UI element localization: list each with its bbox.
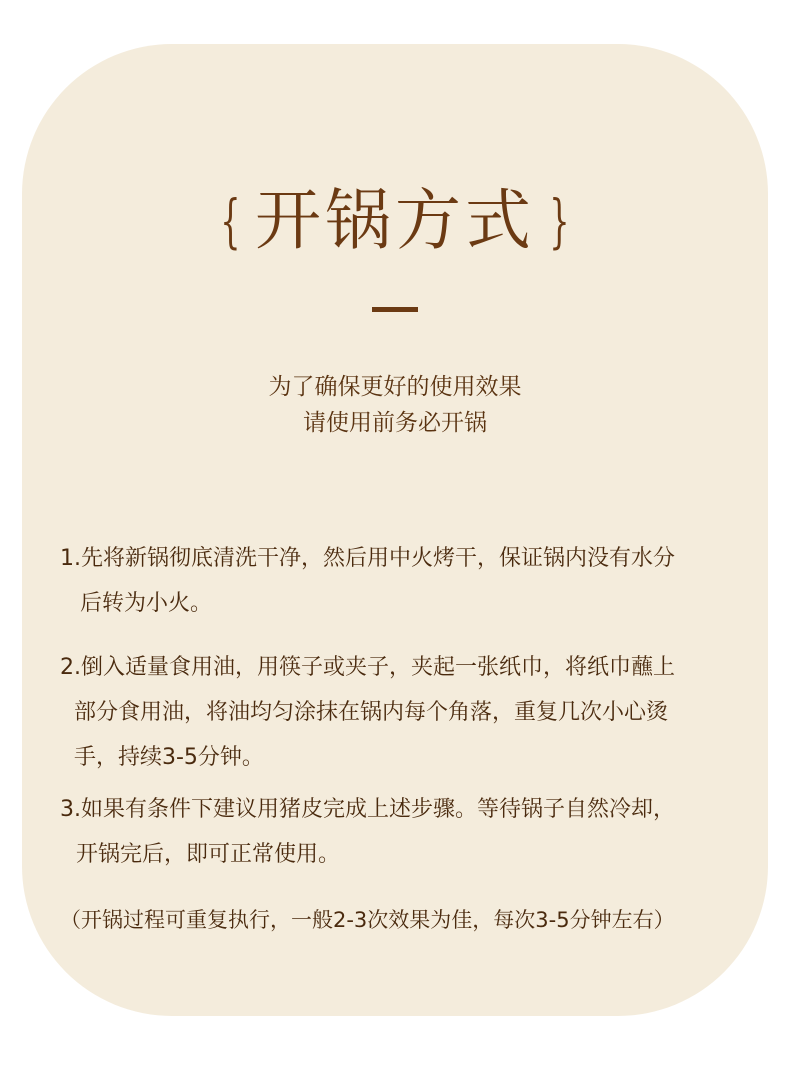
title-row xyxy=(0,176,790,266)
step-3-line-2: 开锅完后，即可正常使用。 xyxy=(76,842,341,867)
title-left-brace: { xyxy=(220,187,241,255)
step-2-line-3: 手，持续3-5分钟。 xyxy=(74,745,264,770)
repeat-note: （开锅过程可重复执行，一般2-3次效果为佳，每次3-5分钟左右） xyxy=(60,908,675,932)
subtitle-line-1: 为了确保更好的使用效果 xyxy=(268,374,522,400)
title-divider xyxy=(372,307,418,312)
page-title: 开锅方式 xyxy=(255,182,535,259)
step-1-line-1: 1.先将新锅彻底清洗干净，然后用中火烤干，保证锅内没有水分 xyxy=(60,546,675,571)
step-1-line-2: 后转为小火。 xyxy=(80,591,213,616)
step-1 xyxy=(60,536,740,626)
step-3 xyxy=(60,787,740,877)
step-2-line-1: 2.倒入适量食用油，用筷子或夹子，夹起一张纸巾，将纸巾蘸上 xyxy=(60,655,675,680)
subtitle-line-2: 请使用前务必开锅 xyxy=(303,410,487,436)
step-3-line-1: 3.如果有条件下建议用猪皮完成上述步骤。等待锅子自然冷却， xyxy=(60,797,675,822)
step-2 xyxy=(60,645,740,780)
step-2-line-2: 部分食用油，将油均匀涂抹在锅内每个角落，重复几次小心烫 xyxy=(74,700,669,725)
title-right-brace: } xyxy=(549,187,570,255)
